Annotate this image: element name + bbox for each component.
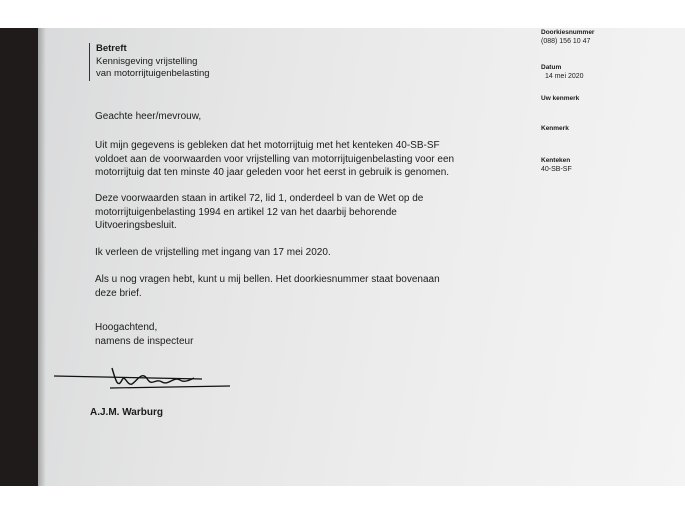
letter-page <box>38 28 685 486</box>
paragraph-4-line-2: deze brief. <box>95 287 142 299</box>
paragraph-1-line-2: voldoet aan de voorwaarden voor vrijstelling van motorrijtuigenbelasting voor een <box>95 153 455 165</box>
sidebar-contact <box>541 28 594 46</box>
paragraph-2 <box>95 192 423 233</box>
paragraph-1-line-3: motorrijtuig dat ten minste 40 jaar geleden voor het eerst in gebruik is genomen. <box>95 167 450 178</box>
date-label: Datum <box>541 64 562 71</box>
paragraph-2-line-3: Uitvoeringsbesluit. <box>95 220 177 231</box>
paragraph-4-line-1: Als u nog vragen hebt, kunt u mij bellen. Het doorkiesnummer staat bovenaan <box>95 274 440 285</box>
sidebar-date <box>541 63 584 81</box>
subject-label: Betreft <box>96 43 127 54</box>
subject-line-1: Kennisgeving vrijstelling <box>96 55 198 67</box>
phone-value: (088) 156 10 47 <box>541 38 591 45</box>
sidebar-our-ref <box>541 124 569 133</box>
sidebar-your-ref <box>541 94 579 103</box>
phone-label: Doorkiesnummer <box>541 29 595 36</box>
paragraph-3: Ik verleen de vrijstelling met ingang van 17 mei 2020. <box>95 247 331 258</box>
our-ref-label: Kenmerk <box>541 125 569 132</box>
subject-line-2: van motorrijtuigenbelasting <box>96 68 210 79</box>
page-edge-shadow <box>38 28 46 486</box>
subject-block <box>89 43 210 81</box>
closing-line-2: namens de inspecteur <box>95 335 194 347</box>
paragraph-2-line-2: motorrijtuigenbelasting 1994 en artikel 12 van het daarbij behorende <box>95 206 397 218</box>
plate-value: 40-SB-SF <box>541 166 572 173</box>
plate-label: Kenteken <box>541 157 571 164</box>
sidebar-plate <box>541 156 572 174</box>
your-ref-label: Uw kenmerk <box>541 95 580 102</box>
paragraph-2-line-1: Deze voorwaarden staan in artikel 72, lid 1, onderdeel b van de Wet op de <box>95 193 424 204</box>
closing-line: Hoogachtend, <box>95 322 158 333</box>
paragraph-1 <box>95 139 454 180</box>
paragraph-1-line-1: Uit mijn gegevens is gebleken dat het motorrijtuig met het kenteken 40-SB-SF <box>95 140 440 151</box>
signature-image <box>52 358 232 398</box>
closing-block <box>95 321 193 348</box>
signatory-name: A.J.M. Warburg <box>90 407 163 418</box>
salutation: Geachte heer/mevrouw, <box>95 111 202 122</box>
paragraph-4 <box>95 273 440 300</box>
date-value: 14 mei 2020 <box>545 73 584 80</box>
document-photo <box>0 28 685 486</box>
